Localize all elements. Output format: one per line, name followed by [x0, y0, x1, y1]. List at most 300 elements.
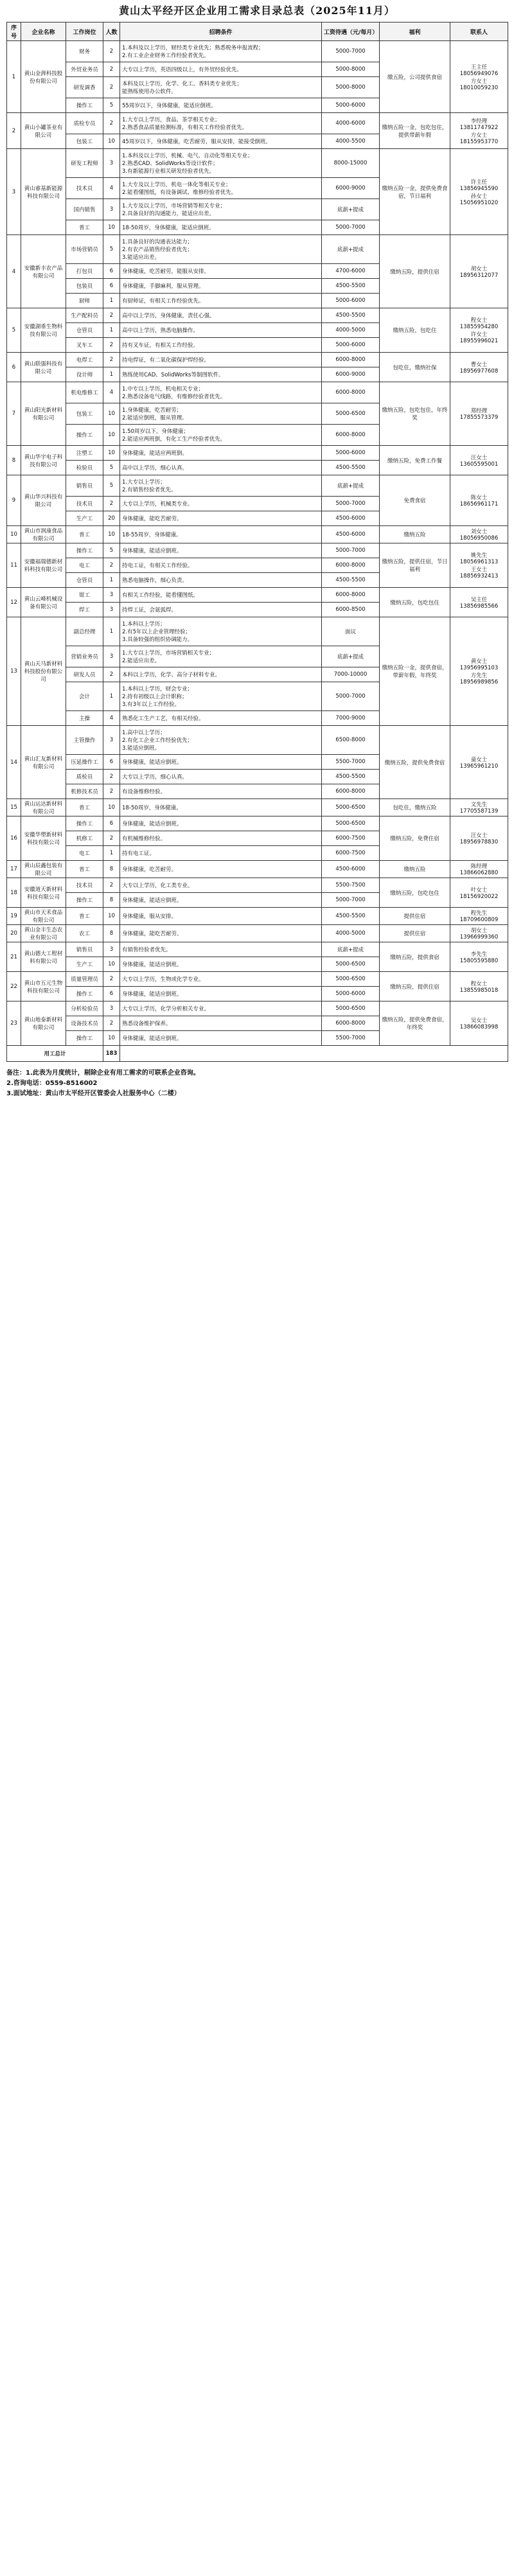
- company-welfare: 缴纳五险，提供食宿: [380, 942, 450, 972]
- job-pay: 6000-8000: [322, 558, 380, 573]
- company-seq: 5: [7, 308, 21, 353]
- job-title: 操作工: [66, 893, 103, 908]
- job-requirements: 有相关工作经验，能看懂图纸。: [120, 588, 322, 603]
- company-seq: 2: [7, 113, 21, 149]
- job-requirements: 大专以上学历，生物或化学专业。: [120, 972, 322, 987]
- job-pay: 5000-6500: [322, 957, 380, 972]
- company-welfare: 包吃住，缴纳社保: [380, 353, 450, 382]
- job-pay: 7000-10000: [322, 667, 380, 682]
- footnote-2: 2.咨询电话：0559-8516002: [6, 1080, 98, 1087]
- job-requirements: 本科及以上学历，化学、化工、香料类专业优先； 能熟练使用办公软件。: [120, 77, 322, 98]
- job-count: 2: [103, 972, 120, 987]
- company-welfare: 缴纳五险，提供免费食宿，年终奖: [380, 1001, 450, 1046]
- job-count: 10: [103, 425, 120, 446]
- job-title: 会计: [66, 682, 103, 711]
- job-title: 生产工: [66, 511, 103, 526]
- job-requirements: 身体健康，能适应倒班。: [120, 1031, 322, 1046]
- company-name: 黄山运达新材料有限公司: [21, 799, 66, 816]
- job-count: 10: [103, 403, 120, 425]
- job-count: 2: [103, 1016, 120, 1031]
- company-contact: 文先生 17705587139: [450, 799, 508, 816]
- footnote-1: 备注：1.此表为月度统计，剔除企业有用工需求的可联系企业咨询。: [6, 1070, 200, 1077]
- job-title: 技术员: [66, 878, 103, 893]
- table-row: [7, 908, 508, 925]
- job-pay: 5000-7000: [322, 893, 380, 908]
- company-contact: 胡女士 18956312077: [450, 235, 508, 308]
- job-requirements: 1.大专及以上学历，市场营销等相关专业； 2.具备良好的沟通能力，能适应出差。: [120, 199, 322, 220]
- job-count: 10: [103, 134, 120, 149]
- job-requirements: 身体健康，能适应倒班。: [120, 987, 322, 1001]
- job-requirements: 1.中专以上学历，机电相关专业； 2.熟悉设备电气线路，有维修经验者优先。: [120, 382, 322, 403]
- total-count: 183: [103, 1046, 120, 1062]
- company-name: 安徽湖垂生物科技有限公司: [21, 308, 66, 353]
- job-requirements: 大专以上学历，机械类专业。: [120, 497, 322, 511]
- job-title: 普工: [66, 861, 103, 878]
- company-contact: 刘女士 18056950086: [450, 526, 508, 543]
- company-seq: 10: [7, 526, 21, 543]
- job-count: 1: [103, 617, 120, 646]
- job-pay: 5000-6000: [322, 987, 380, 1001]
- job-pay: 4500-5500: [322, 461, 380, 475]
- job-requirements: 1.本科以上学历； 2.有5年以上企业管理经验； 3.具备较强的组织协调能力。: [120, 617, 322, 646]
- table-row: [7, 1001, 508, 1016]
- company-contact: 郑经理 17855573379: [450, 382, 508, 446]
- job-count: 1: [103, 573, 120, 588]
- job-requirements: 持焊工证，会氩弧焊。: [120, 603, 322, 617]
- job-count: 10: [103, 220, 120, 235]
- company-welfare: 缴五险，公司提供食宿: [380, 41, 450, 113]
- job-count: 2: [103, 62, 120, 77]
- recruitment-page: [6, 0, 508, 1099]
- company-name: 黄山市五元生物科技有限公司: [21, 972, 66, 1001]
- job-requirements: 1.具备良好的沟通表达能力； 2.有农产品销售经验者优先； 3.能适应出差。: [120, 235, 322, 264]
- job-pay: 5000-6500: [322, 1001, 380, 1016]
- job-requirements: 大专以上学历，细心认真。: [120, 770, 322, 784]
- table-row: [7, 816, 508, 831]
- job-title: 销售员: [66, 942, 103, 957]
- table-row: [7, 726, 508, 755]
- company-welfare: 缴纳五险，包吃包住，年终奖: [380, 382, 450, 446]
- job-count: 6: [103, 816, 120, 831]
- company-name: 黄山小罐茶业有限公司: [21, 113, 66, 149]
- company-name: 黄山阳光新材料有限公司: [21, 382, 66, 446]
- job-count: 10: [103, 908, 120, 925]
- job-title: 质量管理员: [66, 972, 103, 987]
- company-name: 黄山辰鑫包装有限公司: [21, 861, 66, 878]
- job-requirements: 55周岁以下，身体健康，能适应倒班。: [120, 98, 322, 113]
- company-welfare: 缴纳五险，提供住宿: [380, 972, 450, 1001]
- job-pay: 5000-6500: [322, 403, 380, 425]
- job-title: 主管操作: [66, 726, 103, 755]
- job-title: 机修技术员: [66, 784, 103, 799]
- job-count: 8: [103, 893, 120, 908]
- job-title: 主操: [66, 711, 103, 726]
- job-pay: 5000-7000: [322, 682, 380, 711]
- job-count: 10: [103, 1031, 120, 1046]
- job-requirements: 45周岁以下，身体健康，吃苦耐劳，服从安排，能接受倒班。: [120, 134, 322, 149]
- job-title: 普工: [66, 799, 103, 816]
- table-row: [7, 972, 508, 987]
- company-contact: 陈经理 13866062880: [450, 861, 508, 878]
- job-pay: 5000-7000: [322, 41, 380, 62]
- job-requirements: 1.大专及以上学历，机电一体化等相关专业； 2.能看懂图纸，有设备调试、维修经验者优先。: [120, 178, 322, 199]
- job-title: 钳工: [66, 588, 103, 603]
- job-pay: 6000-8000: [322, 1016, 380, 1031]
- job-pay: 5000-6500: [322, 972, 380, 987]
- table-row: [7, 113, 508, 134]
- company-seq: 11: [7, 543, 21, 588]
- job-pay: 5000-8000: [322, 77, 380, 98]
- job-requirements: 有设备维修经验。: [120, 784, 322, 799]
- job-count: 1: [103, 294, 120, 308]
- header-count: 人数: [103, 22, 120, 41]
- company-welfare: 提供住宿: [380, 908, 450, 925]
- job-title: 技术员: [66, 497, 103, 511]
- job-pay: 5000-6000: [322, 446, 380, 461]
- header-row: [7, 22, 508, 41]
- job-count: 2: [103, 338, 120, 353]
- job-title: 检验员: [66, 461, 103, 475]
- company-seq: 17: [7, 861, 21, 878]
- job-pay: 5000-6500: [322, 816, 380, 831]
- job-count: 1: [103, 682, 120, 711]
- job-pay: 5000-6000: [322, 98, 380, 113]
- total-label: 用工总计: [7, 1046, 103, 1062]
- job-pay: 5500-7000: [322, 755, 380, 770]
- job-pay: 面议: [322, 617, 380, 646]
- job-pay: 6000-7500: [322, 831, 380, 846]
- job-title: 操作工: [66, 816, 103, 831]
- company-seq: 12: [7, 588, 21, 617]
- job-title: 操作工: [66, 987, 103, 1001]
- job-count: 3: [103, 149, 120, 178]
- job-pay: 5000-7000: [322, 543, 380, 558]
- table-row: [7, 799, 508, 816]
- job-requirements: 身体健康，吃苦耐劳。: [120, 861, 322, 878]
- job-title: 包装员: [66, 279, 103, 294]
- job-title: 电焊工: [66, 353, 103, 367]
- job-requirements: 身体健康，能适应倒班。: [120, 816, 322, 831]
- company-seq: 14: [7, 726, 21, 799]
- job-count: 6: [103, 755, 120, 770]
- job-pay: 4500-5500: [322, 308, 380, 323]
- company-welfare: 缴纳五险，免费工作餐: [380, 446, 450, 475]
- job-requirements: 1.50周岁以下，身体健康； 2.能适应两班倒，有化工生产经验者优先。: [120, 425, 322, 446]
- job-pay: 6000-9000: [322, 367, 380, 382]
- company-contact: 程先生 18709600809: [450, 908, 508, 925]
- company-contact: 陈女士 18656961171: [450, 475, 508, 526]
- job-pay: 7000-9000: [322, 711, 380, 726]
- job-count: 1: [103, 846, 120, 861]
- company-name: 黄山云峰机械设备有限公司: [21, 588, 66, 617]
- job-requirements: 身体健康，能适应两班倒。: [120, 446, 322, 461]
- company-welfare: 缴纳五险，包吃包住: [380, 878, 450, 908]
- company-welfare: 缴纳五险，免费住宿: [380, 816, 450, 861]
- company-seq: 21: [7, 942, 21, 972]
- table-row: [7, 353, 508, 367]
- job-title: 分析检验员: [66, 1001, 103, 1016]
- table-row: [7, 925, 508, 942]
- table-row: [7, 308, 508, 323]
- job-requirements: 身体健康，能吃苦耐劳。: [120, 925, 322, 942]
- page-title: 黄山太平经开区企业用工需求目录总表（2025年11月）: [119, 4, 395, 17]
- company-contact: 曹女士 18956977608: [450, 353, 508, 382]
- job-title: 包装工: [66, 403, 103, 425]
- job-title: 质检专员: [66, 113, 103, 134]
- table-row: [7, 617, 508, 646]
- job-requirements: 持电焊证，有二氧化碳保护焊经验。: [120, 353, 322, 367]
- company-welfare: 缴纳五险: [380, 861, 450, 878]
- company-contact: 吴主任 13856985566: [450, 588, 508, 617]
- job-pay: 5000-7000: [322, 220, 380, 235]
- job-count: 3: [103, 646, 120, 667]
- company-name: 黄山金丰生态农业有限公司: [21, 925, 66, 942]
- job-count: 4: [103, 382, 120, 403]
- company-seq: 15: [7, 799, 21, 816]
- job-pay: 4500-5500: [322, 770, 380, 784]
- job-title: 包装工: [66, 134, 103, 149]
- company-contact: 李经理 13811747922 方女士 18155953770: [450, 113, 508, 149]
- job-pay: 4500-5500: [322, 573, 380, 588]
- job-requirements: 1.大专以上学历，食品、茶学相关专业； 2.熟悉食品质量检测标准，有相关工作经验者优先。: [120, 113, 322, 134]
- job-pay: 5000-7000: [322, 497, 380, 511]
- company-name: 黄山市天禾食品有限公司: [21, 908, 66, 925]
- company-seq: 4: [7, 235, 21, 308]
- job-table: [6, 22, 508, 1062]
- job-count: 2: [103, 667, 120, 682]
- job-requirements: 持有叉车证，有相关工作经验。: [120, 338, 322, 353]
- table-row: [7, 942, 508, 957]
- job-count: 3: [103, 1001, 120, 1016]
- company-seq: 23: [7, 1001, 21, 1046]
- table-row: [7, 149, 508, 178]
- job-count: 8: [103, 861, 120, 878]
- job-count: 10: [103, 526, 120, 543]
- job-requirements: 持电工证，有相关工作经验。: [120, 558, 322, 573]
- job-count: 3: [103, 588, 120, 603]
- job-title: 副总经理: [66, 617, 103, 646]
- job-requirements: 1.本科以上学历，财会专业； 2.持有初级以上会计职称； 3.有3年以上工作经验。: [120, 682, 322, 711]
- job-title: 焊工: [66, 603, 103, 617]
- company-welfare: 缴纳五险，包吃住: [380, 308, 450, 353]
- company-contact: 王主任 18056949076 方女士 18010059230: [450, 41, 508, 113]
- job-count: 2: [103, 353, 120, 367]
- job-title: 研发人员: [66, 667, 103, 682]
- job-requirements: 大专以上学历，英语四级以上，有外贸经验优先。: [120, 62, 322, 77]
- job-count: 8: [103, 925, 120, 942]
- company-seq: 3: [7, 149, 21, 235]
- header-pay: 工资待遇（元/每月）: [322, 22, 380, 41]
- job-pay: 5000-6000: [322, 338, 380, 353]
- job-requirements: 身体健康，能适应倒班。: [120, 957, 322, 972]
- company-seq: 8: [7, 446, 21, 475]
- job-title: 设计师: [66, 367, 103, 382]
- company-contact: 汪女士 13605595001: [450, 446, 508, 475]
- job-pay: 6000-9000: [322, 178, 380, 199]
- job-count: 2: [103, 497, 120, 511]
- job-count: 3: [103, 603, 120, 617]
- job-count: 1: [103, 323, 120, 338]
- job-requirements: 身体健康，服从安排。: [120, 908, 322, 925]
- job-pay: 4500-5500: [322, 279, 380, 294]
- job-requirements: 有厨师证，有相关工作经验优先。: [120, 294, 322, 308]
- job-title: 农工: [66, 925, 103, 942]
- job-requirements: 1.高中以上学历； 2.有化工企业工作经验优先； 3.能适应倒班。: [120, 726, 322, 755]
- table-body: [7, 41, 508, 1046]
- job-requirements: 高中以上学历，身体健康，责任心强。: [120, 308, 322, 323]
- job-pay: 4500-6000: [322, 511, 380, 526]
- job-title: 机电维修工: [66, 382, 103, 403]
- company-welfare: 缴纳五险一金，包吃包住，提供带薪年假: [380, 113, 450, 149]
- job-pay: 5500-7500: [322, 878, 380, 893]
- table-row: [7, 543, 508, 558]
- company-seq: 6: [7, 353, 21, 382]
- total-row: [7, 1046, 508, 1062]
- table-row: [7, 475, 508, 497]
- job-requirements: 身体健康，手脚麻利，服从管理。: [120, 279, 322, 294]
- job-count: 4: [103, 711, 120, 726]
- company-seq: 1: [7, 41, 21, 113]
- company-seq: 13: [7, 617, 21, 726]
- job-requirements: 熟悉化工生产工艺，有相关经验。: [120, 711, 322, 726]
- job-requirements: 1.身体健康，吃苦耐劳； 2.能适应倒班，服从管理。: [120, 403, 322, 425]
- header-seq: 序号: [7, 22, 21, 41]
- company-contact: 姚先生 18056961313 王女士 18856932413: [450, 543, 508, 588]
- job-count: 3: [103, 942, 120, 957]
- job-title: 质检员: [66, 770, 103, 784]
- table-row: [7, 588, 508, 603]
- job-requirements: 有销售经验者优先。: [120, 942, 322, 957]
- company-seq: 19: [7, 908, 21, 925]
- job-title: 普工: [66, 526, 103, 543]
- job-requirements: 大专以上学历，化工类专业。: [120, 878, 322, 893]
- company-contact: 吴女士 13866083998: [450, 1001, 508, 1046]
- table-row: [7, 235, 508, 264]
- job-pay: 底薪+提成: [322, 235, 380, 264]
- job-pay: 4000-6000: [322, 113, 380, 134]
- job-title: 仓管员: [66, 573, 103, 588]
- job-count: 6: [103, 279, 120, 294]
- job-count: 3: [103, 726, 120, 755]
- job-title: 普工: [66, 220, 103, 235]
- job-pay: 6000-8500: [322, 603, 380, 617]
- company-welfare: 缴纳五险一金，提供免费食宿，节日福利: [380, 149, 450, 235]
- job-pay: 4000-5000: [322, 925, 380, 942]
- company-contact: 李先生 15805595880: [450, 942, 508, 972]
- job-title: 销售员: [66, 475, 103, 497]
- job-pay: 底薪+提成: [322, 199, 380, 220]
- company-contact: 汪女士 18956978830: [450, 816, 508, 861]
- table-row: [7, 861, 508, 878]
- company-seq: 20: [7, 925, 21, 942]
- company-welfare: 缴纳五险，提供住宿: [380, 235, 450, 308]
- company-welfare: 提供住宿: [380, 925, 450, 942]
- table-row: [7, 878, 508, 893]
- company-contact: 叶女士 18156920022: [450, 878, 508, 908]
- company-welfare: 缴纳五险一金，提供食宿，带薪年假，年终奖: [380, 617, 450, 726]
- footnotes: [6, 1068, 508, 1099]
- job-title: 操作工: [66, 1031, 103, 1046]
- job-count: 2: [103, 831, 120, 846]
- job-requirements: 1.大专以上学历； 2.有销售经验者优先。: [120, 475, 322, 497]
- job-pay: 6000-8000: [322, 425, 380, 446]
- job-pay: 6000-8000: [322, 353, 380, 367]
- job-title: 电工: [66, 558, 103, 573]
- job-count: 2: [103, 784, 120, 799]
- company-name: 黄山汇友新材料有限公司: [21, 726, 66, 799]
- job-count: 10: [103, 446, 120, 461]
- job-pay: 6000-8000: [322, 382, 380, 403]
- job-requirements: 持有电工证。: [120, 846, 322, 861]
- company-name: 安徽新丰农产品有限公司: [21, 235, 66, 308]
- job-title: 电工: [66, 846, 103, 861]
- job-title: 市场营销员: [66, 235, 103, 264]
- job-pay: 6000-8000: [322, 588, 380, 603]
- job-pay: 4500-6000: [322, 861, 380, 878]
- job-pay: 6500-8000: [322, 726, 380, 755]
- company-contact: 程女士 13855954280 许女士 18955996021: [450, 308, 508, 353]
- company-contact: 黄女士 13956995103 方先生 18956989856: [450, 617, 508, 726]
- total-filler: [120, 1046, 508, 1062]
- job-pay: 5500-7000: [322, 1031, 380, 1046]
- job-title: 厨师: [66, 294, 103, 308]
- company-seq: 22: [7, 972, 21, 1001]
- job-count: 1: [103, 367, 120, 382]
- job-pay: 8000-15000: [322, 149, 380, 178]
- job-count: 4: [103, 178, 120, 199]
- header-contact: 联系人: [450, 22, 508, 41]
- job-title: 研发调香: [66, 77, 103, 98]
- company-contact: 童女士 13965961210: [450, 726, 508, 799]
- job-title: 仓管员: [66, 323, 103, 338]
- company-contact: 许主任 13856945590 孙女士 15056951020: [450, 149, 508, 235]
- job-count: 5: [103, 461, 120, 475]
- job-pay: 4000-5500: [322, 134, 380, 149]
- job-title: 营销业务员: [66, 646, 103, 667]
- company-name: 安徽道天新材料科技有限公司: [21, 878, 66, 908]
- job-requirements: 有机械维修经验。: [120, 831, 322, 846]
- company-name: 黄山联强科技有限公司: [21, 353, 66, 382]
- company-seq: 16: [7, 816, 21, 861]
- job-title: 机修工: [66, 831, 103, 846]
- job-title: 普工: [66, 908, 103, 925]
- job-requirements: 熟悉电脑操作，细心负责。: [120, 573, 322, 588]
- company-name: 黄山地泰新材料有限公司: [21, 1001, 66, 1046]
- job-count: 2: [103, 77, 120, 98]
- company-name: 安徽华塑新材料科技有限公司: [21, 816, 66, 861]
- job-count: 6: [103, 987, 120, 1001]
- header-job: 工作岗位: [66, 22, 103, 41]
- job-pay: 4500-5500: [322, 908, 380, 925]
- job-title: 生产工: [66, 957, 103, 972]
- job-title: 研发工程师: [66, 149, 103, 178]
- job-count: 2: [103, 558, 120, 573]
- job-count: 3: [103, 199, 120, 220]
- company-welfare: 包吃住，缴纳五险: [380, 799, 450, 816]
- job-pay: 6000-8000: [322, 784, 380, 799]
- job-count: 5: [103, 98, 120, 113]
- job-requirements: 身体健康，能适应倒班。: [120, 543, 322, 558]
- job-requirements: 高中以上学历，细心认真。: [120, 461, 322, 475]
- job-requirements: 1.本科及以上学历，财经类专业优先；熟悉税务申报流程； 2.有工业企业财务工作经验者优先。: [120, 41, 322, 62]
- company-name: 黄山睿基新能源科技有限公司: [21, 149, 66, 235]
- company-seq: 7: [7, 382, 21, 446]
- company-contact: 程女士 13855985018: [450, 972, 508, 1001]
- job-title: 注塑工: [66, 446, 103, 461]
- job-requirements: 大专以上学历，化学分析相关专业。: [120, 1001, 322, 1016]
- table-row: [7, 41, 508, 62]
- company-welfare: 缴纳五险，提供住宿，节日福利: [380, 543, 450, 588]
